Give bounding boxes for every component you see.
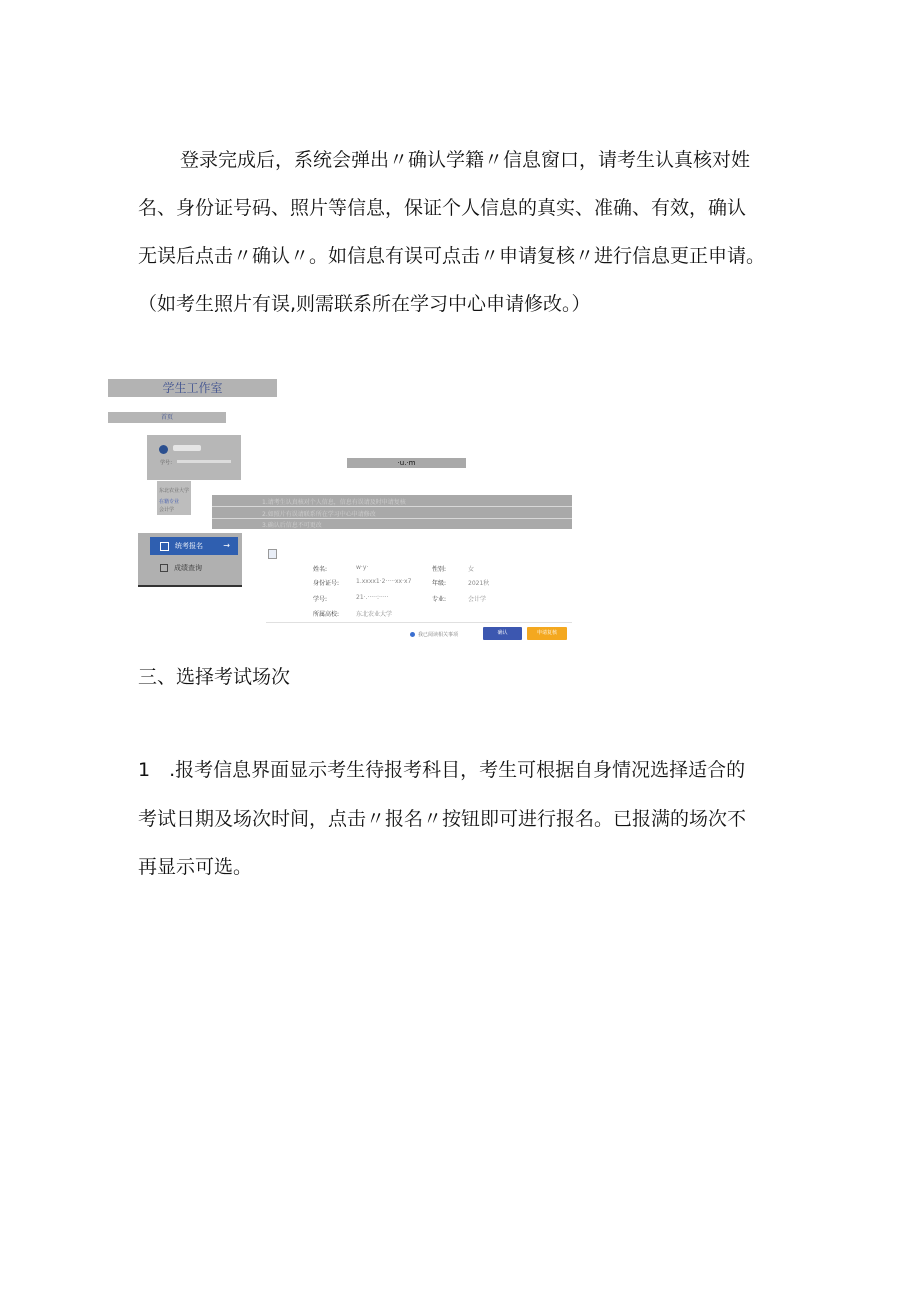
school-line: 东北农业大学 <box>159 488 190 494</box>
intro-line: 名、身份证号码、照片等信息，保证个人信息的真实、准确、有效，确认 <box>138 197 747 219</box>
school-line: 会计学 <box>159 507 175 513</box>
notice-line: 2.如照片有误请联系所在学习中心申请修改 <box>262 511 376 518</box>
menu-item-exam-registration[interactable] <box>150 537 238 555</box>
school-info <box>157 481 191 515</box>
student-id-value: 21·.·····:····· <box>356 594 389 601</box>
side-menu <box>138 533 242 587</box>
photo-placeholder-icon <box>268 549 277 559</box>
agree-label: 我已阅读相关事项 <box>418 632 459 638</box>
notice-line: 3.确认后信息不可更改 <box>262 522 322 529</box>
divider <box>266 622 572 623</box>
menu-item-score-query[interactable] <box>160 563 202 573</box>
agree-checkbox[interactable] <box>410 631 458 638</box>
divider <box>212 518 572 519</box>
id-label: 身份证号: <box>313 580 340 587</box>
document-icon <box>160 564 168 572</box>
step1-line: 再显示可选。 <box>138 856 253 878</box>
brand-title: 学生工作室 <box>108 379 277 397</box>
step1-line: 1 .报考信息界面显示考生待报考科目，考生可根据自身情况选择适合的 <box>138 759 746 781</box>
major-value: 会计学 <box>468 596 487 603</box>
gender-value: 女 <box>468 566 475 573</box>
dialog-title: ·u.·m <box>347 458 466 468</box>
student-id-label: 学号: <box>313 596 328 603</box>
profile-card <box>147 435 241 480</box>
intro-line: （如考生照片有误,则需联系所在学习中心申请修改。） <box>138 293 591 315</box>
intro-line: 登录完成后，系统会弹出〃确认学籍〃信息窗口，请考生认真核对姓 <box>180 149 751 171</box>
profile-id-label: 学号： <box>160 460 176 466</box>
step1-line: 考试日期及场次时间，点击〃报名〃按钮即可进行报名。已报满的场次不 <box>138 808 747 830</box>
grade-value: 2021秋 <box>468 580 490 587</box>
gender-label: 性别: <box>432 566 447 573</box>
intro-line: 无误后点击〃确认〃。如信息有误可点击〃申请复核〃进行信息更正申请。 <box>138 245 766 267</box>
request-review-button[interactable]: 申请复核 <box>527 627 567 640</box>
grade-label: 年级: <box>432 580 447 587</box>
notice-line: 1.请考生认真核对个人信息，信息有误请及时申请复核 <box>262 499 406 506</box>
id-value: 1.xxxx1·2·····xx·x7 <box>356 578 412 585</box>
menu-item-label: 成绩查询 <box>174 564 202 572</box>
name-value: w·y· <box>356 564 369 571</box>
avatar-icon <box>159 445 168 454</box>
form-icon <box>160 542 169 551</box>
name-label: 姓名: <box>313 566 328 573</box>
nav-home[interactable]: 首页 <box>108 412 226 423</box>
menu-item-label: 统考报名 <box>175 542 203 550</box>
arrow-right-icon: → <box>223 541 230 550</box>
confirm-button[interactable]: 确认 <box>483 627 522 640</box>
school-label: 所属高校: <box>313 611 340 618</box>
profile-name-masked <box>173 445 201 451</box>
radio-icon <box>410 632 415 637</box>
divider <box>212 506 572 507</box>
notice-block <box>212 495 572 529</box>
section-heading: 三、选择考试场次 <box>138 666 291 688</box>
profile-id-masked <box>177 460 231 463</box>
school-line: 在籍专业 <box>159 499 180 505</box>
school-value: 东北农业大学 <box>356 611 393 618</box>
major-label: 专业: <box>432 596 447 603</box>
student-info-panel <box>266 543 572 625</box>
